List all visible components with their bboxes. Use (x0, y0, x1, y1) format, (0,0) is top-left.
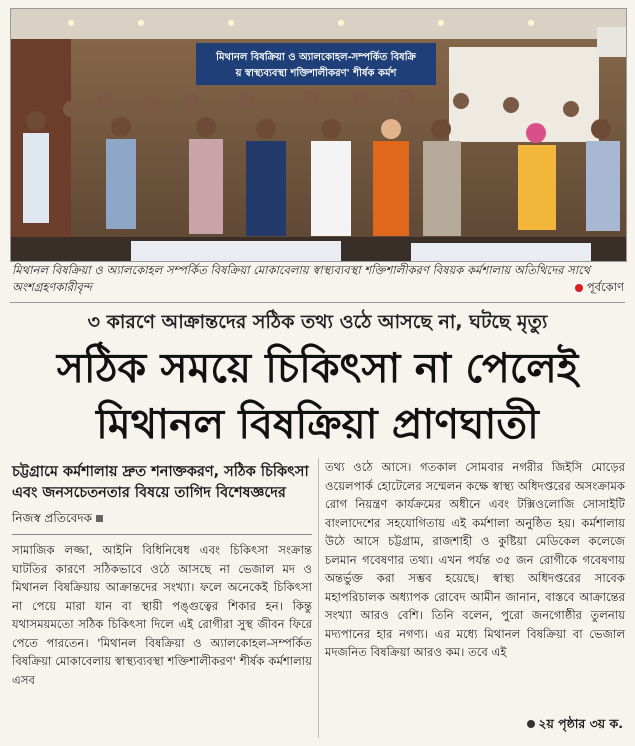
divider (10, 302, 625, 303)
banner-line1: মিথানল বিষক্রিয়া ও অ্যালকোহল-সম্পর্কিত বিষক্রি (216, 52, 416, 63)
continued-note (527, 716, 623, 736)
headline-line2: মিথানল বিষক্রিয়া প্রাণঘাতী (96, 400, 539, 448)
column-divider (318, 458, 319, 738)
column-right (325, 458, 625, 662)
byline (12, 510, 312, 535)
body-right: তথ্য ওঠে আসে। গতকাল সোমবার নগরীর জিইসি মোড়ের ওয়েলপার্ক হোটেলের সম্মেলন কক্ষে স্বাস্থ্য অধিদপ্তরের অসংক্রামক রোগ নিয়ন্ত্রণ কার্যক্রমের অধীনে এবং টক্সিওলোজি সোসাইটি বাংলাদেশের সহযোগিতায় এই কর্মশালা অনুষ্ঠিত হয়। কর্মশালায় উঠে আসে চট্টগ্রাম, রাজশাহী ও কুষ্টিয়া মেডিকেল কলেজে চলমান গবেষণার তথ্য। এখন পর্যন্ত ৩৫ জন রোগীকে গবেষণায় অন্তর্ভুক্ত করা সম্ভব হয়েছে। স্বাস্থ্য অধিদপ্তরের সাবেক মহাপরিচালক অধ্যাপক রোবেদ আমীন জানান, বাস্তবে আক্রান্তের সংখ্যা আরও বেশি। তিনি বলেন, পুরো জনগোষ্ঠীর তুলনায় মদ্যপানের হার নগণ্য। এর মধ্যে মিথানল বিষক্রিয়া বা ভেজাল মদজনিত বিষক্রিয়া আরও কম। তবে এই (325, 460, 625, 659)
continued-text: ২য় পৃষ্ঠার ৩য় ক. (538, 716, 623, 731)
caption-source-label: পূর্বকোণ (586, 280, 624, 294)
headline-line1: সঠিক সময়ে চিকিৎসা না পেলেই (56, 344, 579, 392)
byline-text: নিজস্ব প্রতিবেদক (12, 511, 93, 525)
caption-text: মিথানল বিষক্রিয়া ও অ্যালকোহল সম্পর্কিত বিষক্রিয়া মোকাবেলায় স্বাস্থ্যব্যবস্থা শক্তিশালীকরণ বিষয়ক কর্মশালায় অতিথিদের সাথে অংশগ্রহণকারীবৃন্দ (12, 263, 591, 294)
continued-dot-icon (527, 720, 535, 728)
deck: চট্টগ্রামে কর্মশালায় দ্রুত শনাক্তকরণ, সঠিক চিকিৎসা এবং জনসচেতনতার বিষয়ে তাগিদ বিশেষজ্ঞদের (12, 464, 309, 501)
byline-square-icon (96, 515, 103, 522)
caption-source (575, 279, 624, 296)
body-left: সামাজিক লজ্জা, আইনি বিধিনিষেধ এবং চিকিৎসা সংক্রান্ত ঘাটতির কারণে সঠিকভাবে ওঠে আসছে না ভেজাল মদ ও মিথানল বিষক্রিয়ায় আক্রান্তদের সংখ্যা। ফলে অনেকেই চিকিৎসা না পেয়ে মারা যান বা স্থায়ী পঙ্গুত্বের শিকার হন। কিন্তু যথাসময়মতো সঠিক চিকিৎসা দিলে এই রোগীরা সুস্থ জীবন ফিরে পেতে পারতেন। 'মিথানল বিষক্রিয়া ও অ্যালকোহল-সম্পর্কিত বিষক্রিয়া মোকাবেলায় স্বাস্থ্যব্যবস্থা শক্তিশালীকরণ' শীর্ষক কর্মশালায় এসব (12, 543, 312, 687)
column-left (12, 462, 312, 689)
group-photo (10, 8, 627, 262)
source-dot-icon (575, 284, 583, 292)
banner-line2: য় স্বাস্থ্যব্যবস্থা শক্তিশালীকরণ' শীর্ষক কর্মশ (235, 68, 397, 79)
group-photo-illustration (11, 9, 626, 261)
photo-caption (12, 262, 624, 296)
kicker: ৩ কারণে আক্রান্তদের সঠিক তথ্য ওঠে আসছে না, ঘটছে মৃত্যু (87, 311, 548, 333)
headline (10, 340, 625, 452)
